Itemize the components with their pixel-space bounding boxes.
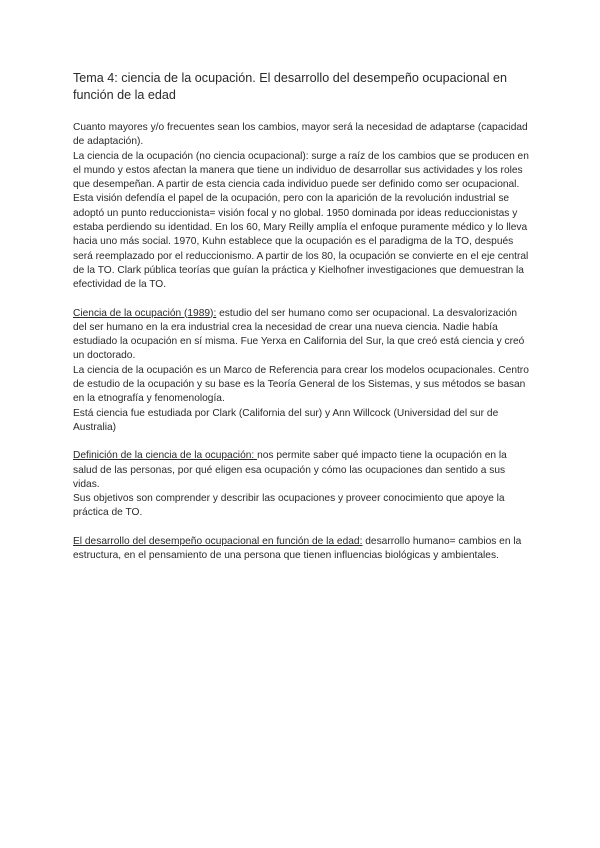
section-desarrollo [73, 535, 531, 564]
section-lead-text: desarrollo humano= cambios en la estructura, en el pensamiento de una persona que tienen influencias biológicas y ambientales. [73, 535, 522, 562]
intro-paragraph: Esta visión defendía el papel de la ocupación, pero con la aparición de la revolución industrial se adoptó un punto reduccionista= visión focal y no global. 1950 dominada por ideas reduccionistas y estaba perdiendo su identidad. En los 60, Mary Reilly amplía el enfoque puramente médico y lo lleva hacia uno más social. 1970, Kuhn establece que la ocupación es el paradigma de la TO, después será reemplazado por el reduccionismo. A partir de los 80, la ocupación se convierte en el eje central de la TO. Clark pública teorías que guían la práctica y Kielhofner investigaciones que demuestran la efectividad de la TO. [73, 193, 529, 291]
section-paragraph: Sus objetivos son comprender y describir las ocupaciones y proveer conocimiento que apoye la práctica de TO. [73, 493, 505, 519]
page-title: Tema 4: ciencia de la ocupación. El desarrollo del desempeño ocupacional en función de la edad [73, 71, 508, 102]
section-ciencia-ocupacion [73, 307, 531, 436]
section-lead-paragraph [73, 307, 531, 364]
document-body [73, 70, 531, 563]
section-heading: Definición de la ciencia de la ocupación: [73, 450, 258, 462]
intro-paragraph: Cuanto mayores y/o frecuentes sean los cambios, mayor será la necesidad de adaptarse (capacidad de adaptación). [73, 122, 528, 148]
section-lead-paragraph [73, 449, 531, 492]
section-lead-paragraph [73, 535, 531, 564]
section-paragraph: La ciencia de la ocupación es un Marco de Referencia para crear los modelos ocupacionales. Centro de estudio de la ocupación y su base es la Teoría General de los Sistemas, y sus métodos se basan en la etnografía y fenomenología. [73, 364, 529, 405]
section-lead-text: estudio del ser humano como ser ocupacional. La desvalorización del ser humano en la era industrial crea la necesidad de crear una nueva ciencia. Nadie había estudiado la ocupación en sí misma. Fue Yerxa en California del Sur, la que creó está ciencia y creó un doctorado. [73, 307, 525, 362]
intro-paragraph: La ciencia de la ocupación (no ciencia ocupacional): surge a raíz de los cambios que se producen en el mundo y estos afectan la manera que tiene un individuo de desarrollar sus actividades y los roles que desempeñan. A partir de esta ciencia cada individuo puede ser definido como ser ocupacional. [73, 150, 529, 191]
section-lead-text: nos permite saber qué impacto tiene la ocupación en la salud de las personas, por qué eligen esa ocupación y cómo las ocupaciones dan sentido a sus vidas. [73, 450, 507, 490]
section-paragraph: Está ciencia fue estudiada por Clark (California del sur) y Ann Willcock (Universidad del sur de Australia) [73, 407, 499, 433]
section-heading: El desarrollo del desempeño ocupacional en función de la edad: [73, 535, 363, 547]
section-definicion [73, 449, 531, 520]
intro-section [73, 121, 531, 293]
section-heading: Ciencia de la ocupación (1989): [73, 307, 217, 319]
